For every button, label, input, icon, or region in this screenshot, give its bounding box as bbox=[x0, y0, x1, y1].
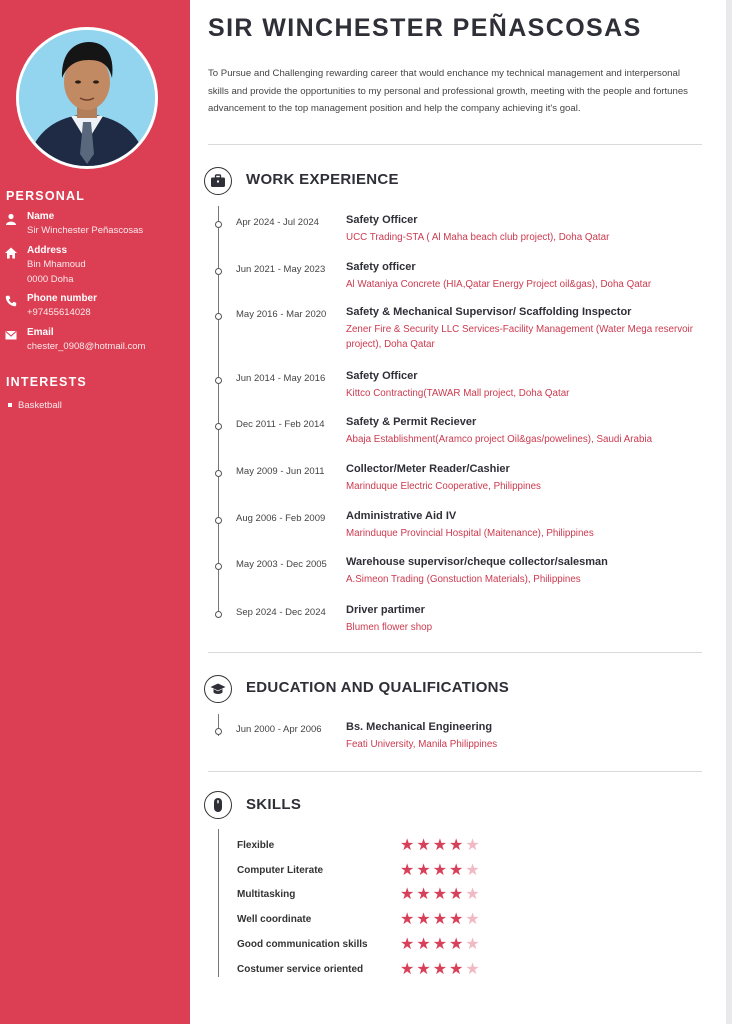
interest-item bbox=[8, 400, 62, 411]
entry-org: Kittco Contracting(TAWAR Mall project, Doha Qatar bbox=[346, 388, 570, 399]
interests-heading: INTERESTS bbox=[6, 375, 87, 389]
entry-org: Marinduque Electric Cooperative, Philippines bbox=[346, 481, 541, 492]
entry-date: Sep 2024 - Dec 2024 bbox=[236, 607, 326, 618]
timeline-dot bbox=[215, 470, 222, 477]
timeline-dot bbox=[215, 611, 222, 618]
star-icon: ★ bbox=[400, 837, 415, 854]
divider bbox=[208, 652, 702, 653]
address-line1: Bin Mhamoud bbox=[27, 259, 86, 270]
skill-rating bbox=[400, 862, 482, 880]
timeline-dot bbox=[215, 377, 222, 384]
skill-row bbox=[190, 837, 726, 855]
star-icon: ★ bbox=[432, 837, 448, 854]
sidebar bbox=[0, 0, 190, 1024]
star-icon: ★ bbox=[416, 886, 431, 903]
timeline-dot bbox=[215, 423, 222, 430]
profile-photo-image bbox=[19, 30, 155, 166]
star-icon: ★ bbox=[465, 961, 480, 978]
timeline-dot bbox=[215, 728, 222, 735]
briefcase-icon bbox=[210, 173, 226, 189]
mouse-icon-badge bbox=[204, 791, 232, 819]
entry-date: May 2009 - Jun 2011 bbox=[236, 466, 325, 477]
entry-role: Safety Officer bbox=[346, 370, 418, 382]
star-icon: ★ bbox=[416, 961, 431, 978]
star-icon: ★ bbox=[432, 961, 448, 978]
mail-icon bbox=[5, 329, 17, 341]
divider bbox=[208, 144, 702, 145]
star-icon: ★ bbox=[465, 911, 480, 928]
profile-photo bbox=[16, 27, 158, 169]
entry-date: Jun 2000 - Apr 2006 bbox=[236, 724, 322, 735]
graduation-cap-icon bbox=[210, 681, 226, 697]
skill-name: Flexible bbox=[237, 840, 275, 851]
timeline-dot bbox=[215, 268, 222, 275]
education-title: EDUCATION AND QUALIFICATIONS bbox=[246, 679, 510, 696]
entry-date: May 2016 - Mar 2020 bbox=[236, 309, 327, 320]
skill-rating bbox=[400, 837, 482, 855]
star-icon: ★ bbox=[416, 862, 431, 879]
phone-icon bbox=[5, 295, 17, 307]
interest-label: Basketball bbox=[18, 400, 62, 411]
address-line2: 0000 Doha bbox=[27, 274, 74, 285]
entry-org: Blumen flower shop bbox=[346, 622, 433, 633]
timeline-dot bbox=[215, 221, 222, 228]
skill-rating bbox=[400, 886, 482, 904]
entry-role: Safety Officer bbox=[346, 214, 418, 226]
email-label: Email bbox=[27, 327, 54, 338]
user-icon bbox=[5, 213, 17, 225]
entry-date: Apr 2024 - Jul 2024 bbox=[236, 217, 319, 228]
star-icon: ★ bbox=[400, 936, 415, 953]
phone-label: Phone number bbox=[27, 293, 98, 304]
star-icon: ★ bbox=[416, 936, 431, 953]
entry-role: Safety & Mechanical Supervisor/ Scaffolding Inspector bbox=[346, 306, 632, 318]
graduation-cap-icon-badge bbox=[204, 675, 232, 703]
star-icon: ★ bbox=[465, 936, 480, 953]
entry-date: Jun 2014 - May 2016 bbox=[236, 373, 326, 384]
entry-org: Al Wataniya Concrete (HIA,Qatar Energy Project oil&gas), Doha Qatar bbox=[346, 279, 652, 290]
skill-rating bbox=[400, 911, 482, 929]
star-icon: ★ bbox=[416, 911, 431, 928]
entry-role: Administrative Aid IV bbox=[346, 510, 457, 522]
name-label: Name bbox=[27, 211, 55, 222]
entry-role: Collector/Meter Reader/Cashier bbox=[346, 463, 510, 475]
star-icon: ★ bbox=[465, 886, 480, 903]
entry-org: Marinduque Provincial Hospital (Maitenance), Philippines bbox=[346, 528, 594, 539]
star-icon: ★ bbox=[449, 961, 464, 978]
skill-name: Good communication skills bbox=[237, 939, 368, 950]
star-icon: ★ bbox=[465, 837, 480, 854]
entry-org: Zener Fire & Security LLC Services-Facility Management (Water Mega reservoir project), Doha Qatar bbox=[346, 324, 693, 350]
entry-org: UCC Trading-STA ( Al Maha beach club project), Doha Qatar bbox=[346, 232, 610, 243]
star-icon: ★ bbox=[449, 936, 464, 953]
skill-name: Costumer service oriented bbox=[237, 964, 364, 975]
entry-org: Feati University, Manila Philippines bbox=[346, 739, 498, 750]
skill-name: Computer Literate bbox=[237, 865, 324, 876]
divider bbox=[208, 771, 702, 772]
address-label: Address bbox=[27, 245, 68, 256]
star-icon: ★ bbox=[400, 961, 415, 978]
skills-title: SKILLS bbox=[246, 796, 302, 813]
star-icon: ★ bbox=[432, 862, 448, 879]
entry-role: Driver partimer bbox=[346, 604, 425, 616]
home-icon bbox=[5, 247, 17, 259]
mouse-icon bbox=[210, 797, 226, 813]
entry-role: Warehouse supervisor/cheque collector/salesman bbox=[346, 556, 608, 568]
entry-date: Dec 2011 - Feb 2014 bbox=[236, 419, 325, 430]
skill-name: Well coordinate bbox=[237, 914, 312, 925]
skill-row bbox=[190, 862, 726, 880]
skill-rating bbox=[400, 961, 482, 979]
star-icon: ★ bbox=[449, 911, 464, 928]
entry-role: Bs. Mechanical Engineering bbox=[346, 721, 493, 733]
star-icon: ★ bbox=[432, 911, 448, 928]
briefcase-icon-badge bbox=[204, 167, 232, 195]
entry-date: Jun 2021 - May 2023 bbox=[236, 264, 326, 275]
entry-date: Aug 2006 - Feb 2009 bbox=[236, 513, 326, 524]
page-title: SIR WINCHESTER PEÑASCOSAS bbox=[208, 14, 642, 42]
star-icon: ★ bbox=[449, 837, 464, 854]
star-icon: ★ bbox=[449, 862, 464, 879]
star-icon: ★ bbox=[416, 837, 431, 854]
name-value: Sir Winchester Peñascosas bbox=[27, 225, 144, 236]
entry-role: Safety officer bbox=[346, 261, 416, 273]
skill-row bbox=[190, 936, 726, 954]
star-icon: ★ bbox=[432, 936, 448, 953]
skill-row bbox=[190, 961, 726, 979]
star-icon: ★ bbox=[400, 911, 415, 928]
star-icon: ★ bbox=[465, 862, 480, 879]
timeline-dot bbox=[215, 517, 222, 524]
star-icon: ★ bbox=[400, 862, 415, 879]
entry-date: May 2003 - Dec 2005 bbox=[236, 559, 327, 570]
timeline-dot bbox=[215, 313, 222, 320]
timeline-dot bbox=[215, 563, 222, 570]
email-value[interactable]: chester_0908@hotmail.com bbox=[27, 341, 146, 352]
star-icon: ★ bbox=[432, 886, 448, 903]
skill-row bbox=[190, 911, 726, 929]
entry-role: Safety & Permit Reciever bbox=[346, 416, 477, 428]
skill-rating bbox=[400, 936, 482, 954]
star-icon: ★ bbox=[400, 886, 415, 903]
work-experience-title: WORK EXPERIENCE bbox=[246, 171, 399, 188]
phone-value[interactable]: +97455614028 bbox=[27, 307, 91, 318]
entry-org: A.Simeon Trading (Gonstuction Materials), Philippines bbox=[346, 574, 581, 585]
personal-heading: PERSONAL bbox=[6, 189, 86, 203]
skill-name: Multitasking bbox=[237, 889, 296, 900]
star-icon: ★ bbox=[449, 886, 464, 903]
objective-text: To Pursue and Challenging rewarding career that would enchance my technical management and interpersonal skills and provide the opportunities to my personal and professional growth, meeting with the people and fortunes advancement to the top management position and help the company achieving it's goal. bbox=[208, 68, 688, 114]
skill-row bbox=[190, 886, 726, 904]
bullet-icon bbox=[8, 403, 12, 407]
main-content bbox=[190, 0, 726, 1024]
entry-org: Abaja Establishment(Aramco project Oil&gas/powelines), Saudi Arabia bbox=[346, 434, 653, 445]
